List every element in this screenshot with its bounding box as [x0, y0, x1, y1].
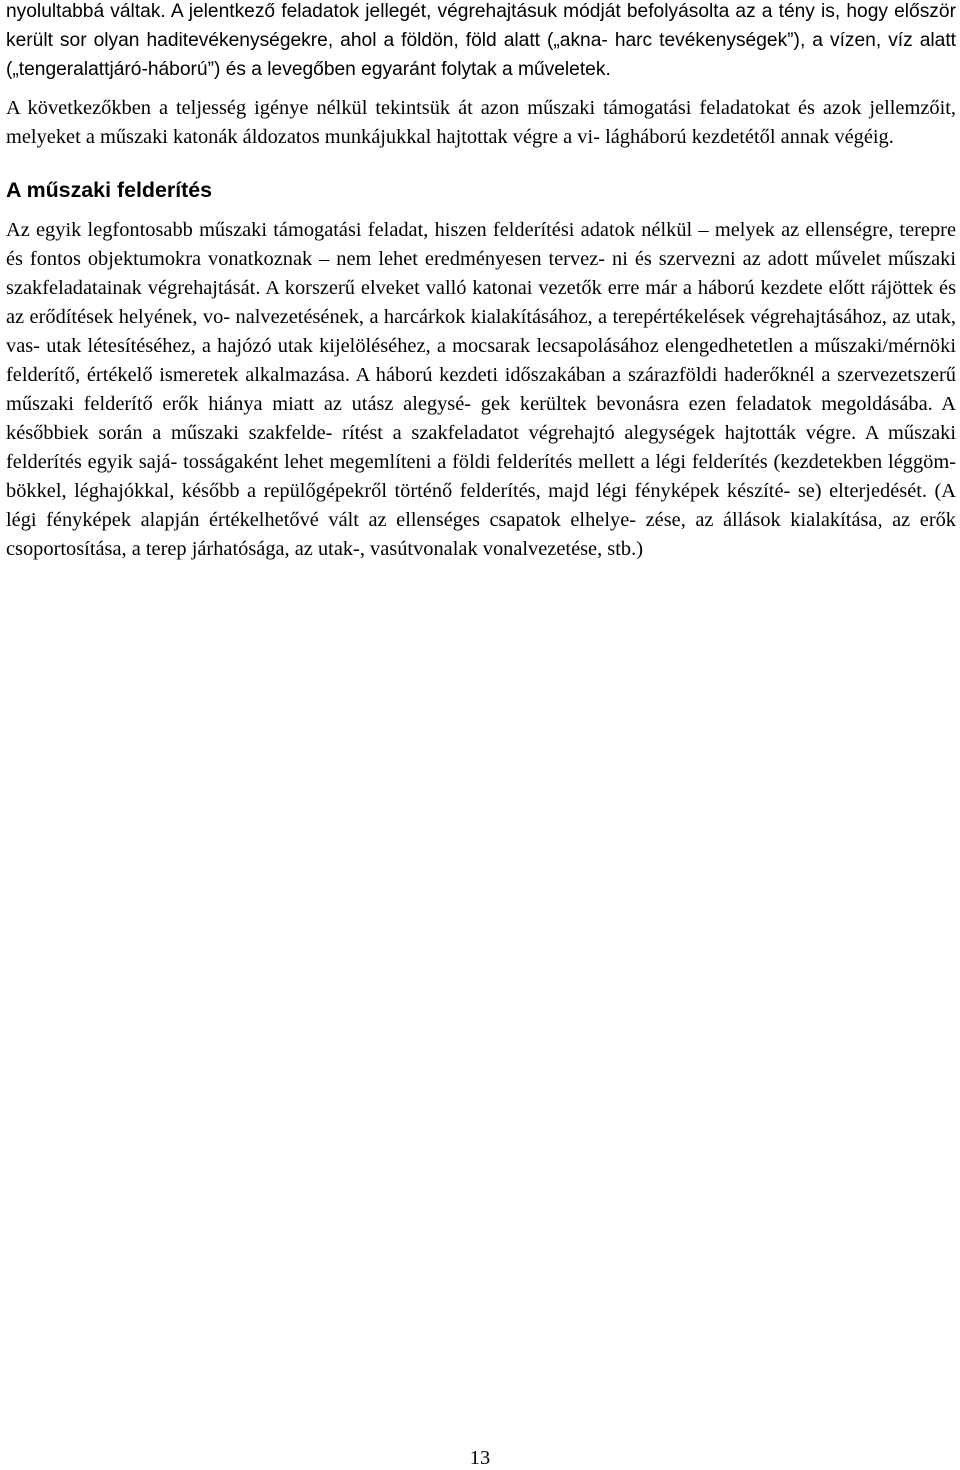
text-line: nyolultabbá váltak. A jelentkező feladatok jellegét, végrehajtásuk módját befolyásolta az a: [6, 1, 773, 22]
page-number: 13: [469, 1447, 491, 1469]
text-line: folytak a műveletek.: [441, 59, 611, 80]
overview-paragraph: [6, 94, 956, 152]
section-heading: A műszaki felderítés: [6, 178, 213, 202]
text-line: gek kerültek bevonásra ezen feladatok megoldásába. A későbbiek során a műszaki szakfelde-: [6, 393, 956, 444]
text-line: az ellenségre, terepre és fontos objektumokra vonatkoznak – nem lehet eredményesen tervez-: [6, 219, 956, 270]
body-paragraph: [6, 216, 956, 564]
text-line: tény is, hogy először került sor olyan haditevékenységekre, ahol a földön, föld alatt („akna-: [6, 1, 956, 51]
text-line: A következőkben a teljesség igénye nélkül tekintsük át azon műszaki támogatási feladatokat: [6, 97, 790, 119]
text-line: Az egyik legfontosabb műszaki támogatási feladat, hiszen felderítési adatok nélkül – melyek: [6, 219, 775, 241]
text-line: szárazföldi haderőknél a szervezetszerű műszaki felderítő erők hiánya miatt az utász alegysé-: [6, 364, 956, 415]
text-line: utak létesítéséhez, a hajózó utak kijelöléséhez, a mocsarak lecsapolásához elengedhetetlen a: [46, 335, 809, 357]
text-line: ni és szervezni az adott művelet műszaki szakfeladatainak végrehajtását. A korszerű elveket: [6, 248, 956, 299]
text-line: se) elterjedését. (A légi fényképek alapján értékelhetővé vált az ellenséges csapatok elhelye-: [6, 480, 957, 531]
text-line: tosságaként lehet megemlíteni a földi felderítés mellett a légi felderítés (kezdetekben léggöm-: [183, 451, 956, 473]
text-line: bökkel, léghajókkal, később a repülőgépekről történő felderítés, majd légi fényképek készíté-: [6, 480, 791, 502]
text-line: műszaki/mérnöki felderítő, értékelő ismeretek alkalmazása. A háború kezdeti időszakában a: [6, 335, 956, 386]
text-line: zése, az állások kialakítása, az erők csoportosítása, a terep járhatósága, az utak-, vasútvonalak: [6, 509, 957, 560]
text-line: lágháború kezdetétől annak végéig.: [605, 126, 894, 148]
intro-paragraph: [6, 0, 956, 84]
text-line: nalvezetésének, a harcárkok kialakításához, a terepértékelések végrehajtásához, az utak, vas-: [6, 306, 956, 357]
document-page: [6, 0, 956, 564]
text-line: valló katonai vezetők erre már a háború kezdete előtt rájöttek és az erődítések helyének, vo-: [6, 277, 957, 328]
text-line: és azok jellemzőit, melyeket a műszaki katonák áldozatos munkájukkal hajtottak végre a vi-: [6, 97, 956, 148]
text-line: harc tevékenységek”), a vízen, víz alatt („tengeralattjáró-háború”) és a levegőben egyaránt: [6, 30, 956, 80]
text-line: vonalvezetése, stb.): [482, 538, 643, 560]
text-line: rítést a szakfeladatot végrehajtó alegységek hajtották végre. A műszaki felderítés egyik sajá-: [6, 422, 956, 473]
